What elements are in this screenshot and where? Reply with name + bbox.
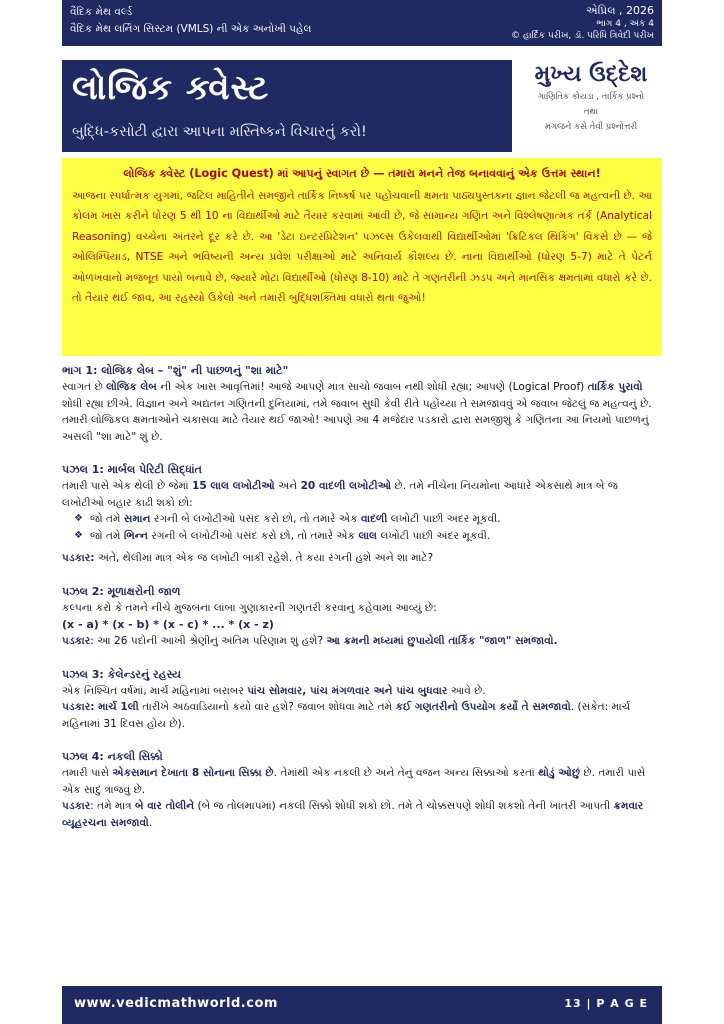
challenge-label: પડકાર:	[62, 552, 95, 564]
intro-highlight-box	[62, 158, 662, 356]
text-run: શોધી રહ્યા છીએ. વિજ્ઞાન અને અદ્યતન ગણિતની દુનિયામાં, તમે જવાબ સુધી કેવી રીતે પહોંચ્યા તે સમજાવવું એ જવાબ જેટલું જ મહત્વનું છે.	[62, 397, 652, 410]
puzzle3-heading: પઝલ 3: કેલેન્ડરનું રહસ્ય	[62, 667, 181, 681]
text-run: (બે જ તોલમાપમાં) નકલી સિક્કો શોધી શકો છો. તમે તે ચોક્કસપણે શોધી શકશો તેની ખાતરી આપતી	[194, 800, 614, 812]
part1-paragraph-1	[62, 379, 662, 412]
spacer	[62, 445, 662, 461]
page-number: 13 | P A G E	[564, 997, 648, 1010]
website-link[interactable]: www.vedicmathworld.com	[74, 996, 278, 1011]
puzzle1-paragraph	[62, 478, 662, 511]
text-run: રંગની બે લખોટીઓ પસંદ કરો છો, તો તમારે એક	[150, 513, 361, 525]
text-run: : આ 26 પદોની આખી શ્રેણીનું અંતિમ પરિણામ શું હશે?	[90, 635, 327, 647]
puzzle4-heading: પઝલ 4: નકલી સિક્કો	[62, 750, 163, 763]
aim-line-1: ગાણિતિક કોયડા , તાર્કિક પ્રશ્નો	[537, 92, 645, 102]
challenge-label: પડકાર:	[62, 701, 99, 713]
text-run: આવે છે.	[447, 684, 486, 697]
text-run: : તમે માત્ર	[90, 800, 136, 812]
bold-run: થોડું ઓછું	[538, 767, 581, 779]
puzzle1-challenge	[62, 550, 662, 567]
org-tagline: વૈદિક મેથ લર્નિંગ સિસ્ટમ (VMLS) ની એક અનોખી પહેલ	[70, 23, 312, 35]
puzzle3-challenge	[62, 699, 662, 732]
main-aim-box	[520, 60, 662, 152]
title-banner	[62, 60, 662, 152]
text-run: એક નિશ્ચિત વર્ષમાં, માર્ચ મહિનામાં બરાબર	[62, 684, 248, 697]
spacer	[62, 732, 662, 748]
issue-month: એપ્રિલ , 2026	[585, 4, 654, 17]
bold-run: ક્રમવાર વ્યૂહરચના સમજાવો	[62, 800, 644, 829]
spacer	[62, 650, 662, 666]
bold-run: ભિન્ન	[123, 529, 148, 542]
bold-run: પાંચ સોમવાર, પાંચ મંગળવાર અને પાંચ બુધવાર	[247, 684, 448, 697]
bold-run: વાદળી	[360, 513, 388, 525]
aim-line-3: મગજને કસે તેવી પ્રશ્નોત્તરી	[544, 122, 638, 132]
header-left	[70, 4, 311, 38]
text-run: લખોટી પાછી અંદર મૂકવી.	[377, 529, 491, 542]
text-run: રંગની બે લખોટીઓ પસંદ કરો છો, તો તમારે એક	[148, 529, 359, 542]
text-run: જો તમે	[90, 513, 124, 525]
aim-title: મુખ્ય ઉદ્દેશ	[534, 62, 648, 87]
puzzle4-paragraph	[62, 765, 662, 798]
aim-line-2: તથા	[583, 107, 599, 117]
bold-run: લોજિક લેબ	[106, 381, 157, 393]
text-run: .	[148, 816, 153, 829]
challenge-label: પડકાર	[62, 635, 91, 647]
text-run: સ્વાગત છે	[62, 381, 107, 393]
bold-run: માર્ચ 1લી	[98, 701, 139, 713]
page-subtitle: બુદ્ધિ-કસોટી દ્વારા આપના મસ્તિષ્કને વિચારતું કરો!	[72, 124, 367, 140]
text-run: ની એક ખાસ આવૃત્તિમાં! આજે આપણે માત્ર સાચો જવાબ નથી શોધી રહ્યા; આપણે (Logical Proof)	[156, 381, 588, 393]
part1-heading: ભાગ 1: લોજિક લેબ – "શું" ની પાછળનું "શા માટે"	[62, 364, 289, 377]
copyright: © હાર્દિક પરીખ, ડૉ. પરિધિ ત્રિવેદી પરીખ	[511, 31, 654, 41]
intro-heading: લોજિક ક્વેસ્ટ (Logic Quest) માં આપનું સ્વાગત છે — તમારા મનને તેજ બનાવવાનું એક ઉત્તમ સ્થાન!	[123, 167, 601, 180]
text-run: . તેમાંથી એક નકલી છે અને તેનું વજન અન્ય સિક્કાઓ કરતાં	[273, 767, 539, 779]
puzzle2-paragraph: કલ્પના કરો કે તમને નીચે મુજબના લાંબા ગુણાકારની ગણતરી કરવાનું કહેવામાં આવ્યું છે:	[62, 601, 437, 614]
text-run: અને	[274, 480, 301, 492]
spacer	[62, 567, 662, 583]
puzzle2-formula: (x - a) * (x - b) * (x - c) * ... * (x - z)	[62, 618, 274, 631]
bold-run: બે વાર તોલીને	[135, 800, 195, 812]
bold-run: સમાન	[123, 513, 151, 525]
bold-run: કઈ ગણતરીનો ઉપયોગ કર્યો તે સમજાવો	[395, 701, 571, 713]
banner-title-block	[62, 60, 512, 152]
puzzle2-challenge	[62, 633, 662, 650]
challenge-label: પડકાર	[62, 800, 91, 812]
text-run: છે. તમારી પાસે એક સાદું ત્રાજવું છે.	[62, 767, 646, 796]
diamond-bullet-icon: ❖	[74, 529, 83, 541]
puzzle1-rule-2	[62, 528, 662, 545]
bold-run: લાલ	[358, 529, 378, 542]
text-run: તારીખે અઠવાડિયાનો કયો વાર હશે? જવાબ શોધવા માટે તમે	[138, 701, 396, 713]
diamond-bullet-icon: ❖	[74, 513, 83, 524]
page-footer	[62, 986, 662, 1024]
intro-body: આજના સ્પર્ધાત્મક યુગમાં, જટિલ માહિતીને સમજીને તાર્કિક નિષ્કર્ષ પર પહોંચવાની ક્ષમતા પાઠ્યપુસ્તકના જ્ઞાન જેટલી જ મહત્વની છે. આ કોલમ ખાસ કરીને ધોરણ 5 થી 10 ના વિદ્યાર્થીઓ માટે તૈયાર કરવામાં આવી છે, જે સામાન્ય ગણિત અને વિશ્લેષણાત્મક તર્ક (Analytical Reasoning) વચ્ચેના અંતરને દૂર કરે છે. આ 'ડેટા ઇન્ટરપ્રિટેશન' પઝલ્સ ઉકેલવાથી વિદ્યાર્થીઓમાં 'ક્રિટિકલ થિંકિંગ' વિકસે છે — જે ઓલિમ્પિયાડ, NTSE અને ભવિષ્યની અન્ય પ્રવેશ પરીક્ષાઓ માટે અનિવાર્ય કૌશલ્ય છે. નાના વિદ્યાર્થીઓ (ધોરણ 5-7) માટે તે પેટર્ન ઓળખવાનો મજબૂત પાયો બનાવે છે, જ્યારે મોટા વિદ્યાર્થીઓ (ધોરણ 8-10) માટે તે ગણતરીની ઝડપ અને માનસિક ક્ષમતામાં વધારો કરે છે. તો તૈયાર થઈ જાવ, આ રહસ્યો ઉકેલો અને તમારી બુદ્ધિશક્તિમાં વધારો થતા જુઓ!	[72, 190, 652, 305]
text-run: . (સંકેત: માર્ચ મહિનામાં 31 દિવસ હોય છે).	[62, 701, 631, 730]
main-content	[62, 362, 662, 831]
page-title: લોજિક ક્વેસ્ટ	[72, 68, 270, 108]
bold-run: તાર્કિક પુરાવો	[587, 381, 643, 393]
text-run: અંતે, થેલીમાં માત્ર એક જ લખોટી બાકી રહેશે. તે કયા રંગની હશે અને શા માટે?	[94, 552, 434, 564]
top-header-bar	[62, 0, 662, 46]
text-run: તમારી પાસે	[62, 767, 113, 779]
bold-run: 15 લાલ લખોટીઓ	[191, 480, 275, 492]
text-run: જો તમે	[90, 529, 124, 542]
text-run: લખોટી પાછી અંદર મૂકવી.	[387, 513, 501, 525]
puzzle1-heading: પઝલ 1: માર્બલ પેરિટી સિદ્ધાંત	[62, 463, 202, 476]
header-right	[511, 4, 654, 42]
part1-paragraph-2: તમારી લોજિકલ ક્ષમતાઓને ચકાસવા માટે તૈયાર થઈ જાઓ! આપણે આ 4 મજેદાર પડકારો દ્વારા સમજીશું કે ગણિતના આ નિયમો પાછળનું અસલી "શા માટે" શું છે.	[62, 414, 649, 443]
puzzle2-heading: પઝલ 2: મૂળાક્ષરોની જાળ	[62, 584, 181, 598]
text-run: છે. તમે નીચેના નિયમોના આધારે એકસાથે માત્ર બે જ લખોટીઓ બહાર કાઢી શકો છો:	[62, 480, 618, 509]
text-run: તમારી પાસે એક થેલી છે જેમાં	[62, 480, 192, 492]
bold-run: આ ક્રમની મધ્યમાં છુપાયેલી તાર્કિક "જાળ" સમજાવો.	[326, 635, 558, 647]
issue-number: ભાગ 4 , અંક 4	[596, 19, 654, 29]
puzzle3-paragraph	[62, 683, 662, 700]
bold-run: એકસમાન દેખાતા 8 સોનાના સિક્કા છે	[112, 767, 274, 779]
puzzle4-challenge	[62, 798, 662, 831]
puzzle1-rule-1	[62, 511, 662, 528]
org-name: વૈદિક મેથ વર્લ્ડ	[70, 6, 133, 18]
bold-run: 20 વાદળી લખોટીઓ	[300, 480, 392, 492]
